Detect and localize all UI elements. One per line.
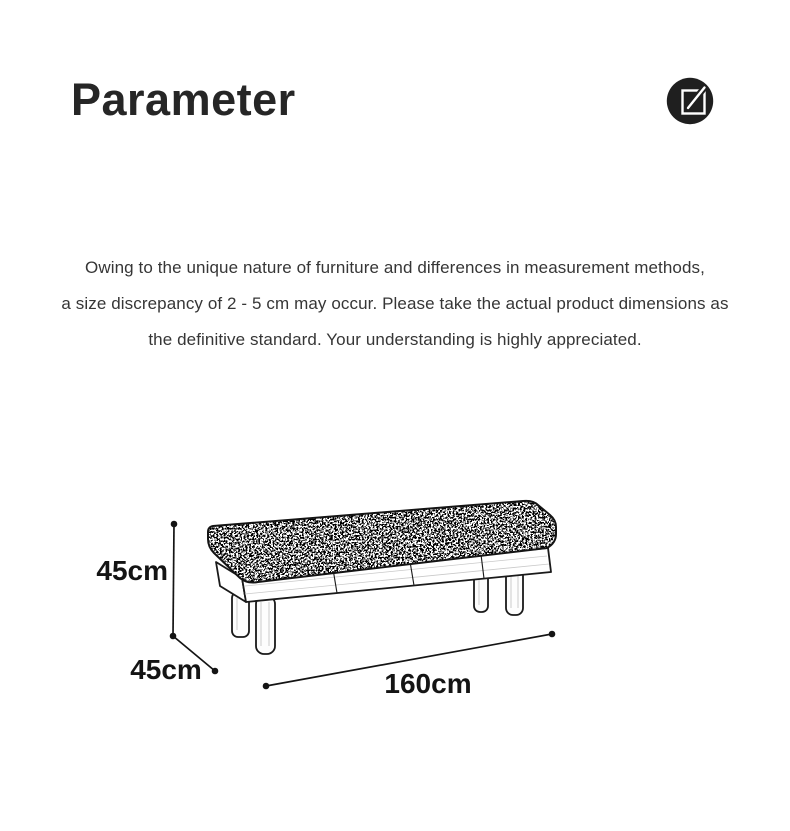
bench-leg-front-left: [256, 596, 275, 654]
depth-dimension-label: 45cm: [130, 654, 202, 685]
height-dimension-line: [173, 524, 174, 636]
disclaimer-line-3: the definitive standard. Your understanding is highly appreciated.: [148, 330, 642, 349]
bench-illustration: [203, 495, 563, 654]
disclaimer-line-2: a size discrepancy of 2 - 5 cm may occur. Please take the actual product dimensions as: [61, 294, 729, 313]
disclaimer-text: [0, 250, 790, 358]
edit-button: [666, 77, 714, 125]
disclaimer-line-1: Owing to the unique nature of furniture and differences in measurement methods,: [85, 258, 705, 277]
length-dimension-label: 160cm: [384, 668, 472, 699]
dimension-diagram: [95, 490, 575, 710]
edit-square-icon: [666, 77, 714, 125]
bench-dimension-drawing: [95, 490, 575, 710]
height-dimension-label: 45cm: [96, 555, 168, 586]
page-title: Parameter: [71, 74, 296, 125]
